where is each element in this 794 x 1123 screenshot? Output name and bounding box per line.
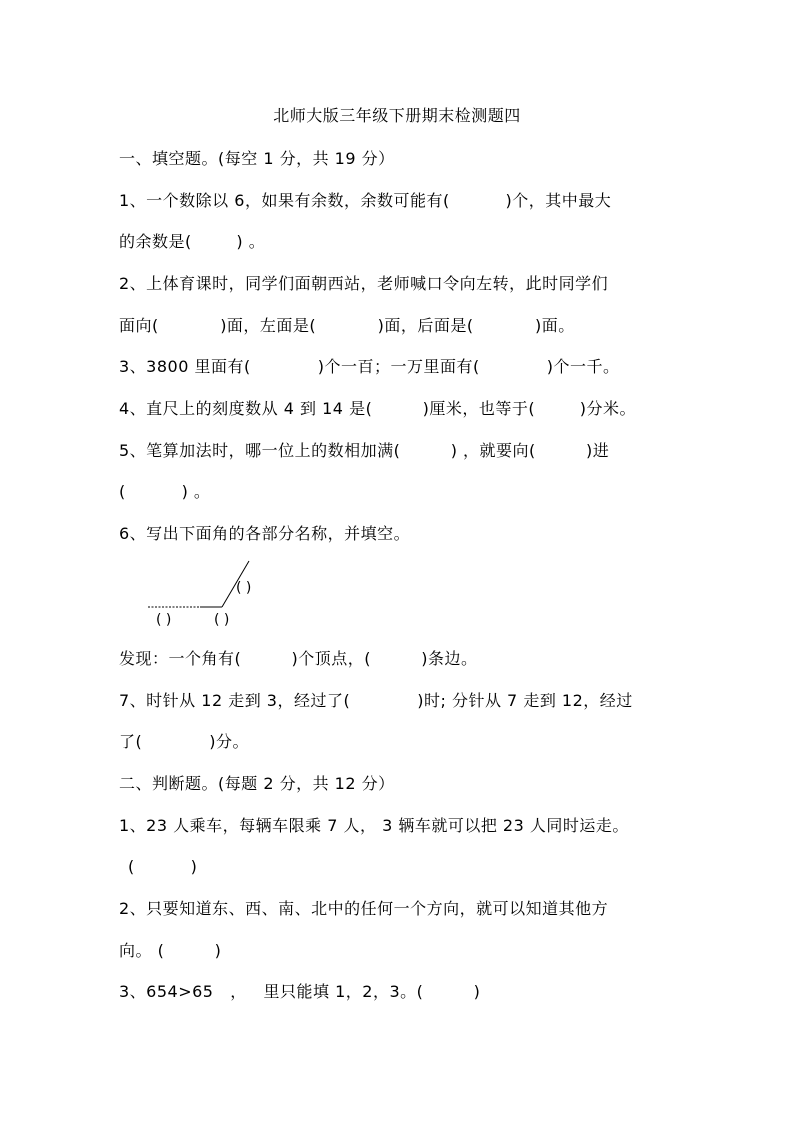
question-3: 3、3800 里面有( )个一百；一万里面有( )个一千。 <box>119 357 620 376</box>
question-5-line-1: 5、笔算加法时，哪一位上的数相加满( ) ，就要向( )进 <box>119 441 610 460</box>
section-2-heading: 二、判断题。(每题 2 分，共 12 分） <box>119 774 395 793</box>
judgement-2-line-2: 向。 ( ) <box>119 941 222 960</box>
question-1-line-1: 1、一个数除以 6，如果有余数，余数可能有( )个，其中最大 <box>119 191 612 210</box>
angle-label-bottom-left: ( ) <box>156 612 172 628</box>
judgement-1-line-1: 1、23 人乘车，每辆车限乘 7 人， 3 辆车就可以把 23 人同时运走。 <box>119 816 629 835</box>
question-5-line-2: ( ) 。 <box>119 482 211 501</box>
question-2-line-2: 面向( )面，左面是( )面，后面是( )面。 <box>119 316 575 335</box>
judgement-2-line-1: 2、只要知道东、西、南、北中的任何一个方向，就可以知道其他方 <box>119 899 609 918</box>
question-1-line-2: 的余数是( ) 。 <box>119 232 266 251</box>
angle-label-bottom-right: ( ) <box>214 612 230 628</box>
question-6-finding: 发现：一个角有( )个顶点，( )条边。 <box>119 649 478 668</box>
angle-figure <box>140 556 290 632</box>
question-7-line-1: 7、时针从 12 走到 3，经过了( )时; 分针从 7 走到 12，经过 <box>119 691 633 710</box>
question-7-line-2: 了( )分。 <box>119 732 250 751</box>
judgement-3: 3、654>65 ， 里只能填 1，2，3。( ) <box>119 982 481 1001</box>
question-2-line-1: 2、上体育课时，同学们面朝西站，老师喊口令向左转，此时同学们 <box>119 274 609 293</box>
question-4: 4、直尺上的刻度数从 4 到 14 是( )厘米，也等于( )分米。 <box>119 399 636 418</box>
page-title: 北师大版三年级下册期末检测题四 <box>273 106 521 125</box>
judgement-1-line-2: ( ) <box>128 857 198 876</box>
question-6: 6、写出下面角的各部分名称，并填空。 <box>119 524 411 543</box>
angle-label-top: ( ) <box>236 580 252 596</box>
section-1-heading: 一、填空题。(每空 1 分，共 19 分） <box>119 149 395 168</box>
